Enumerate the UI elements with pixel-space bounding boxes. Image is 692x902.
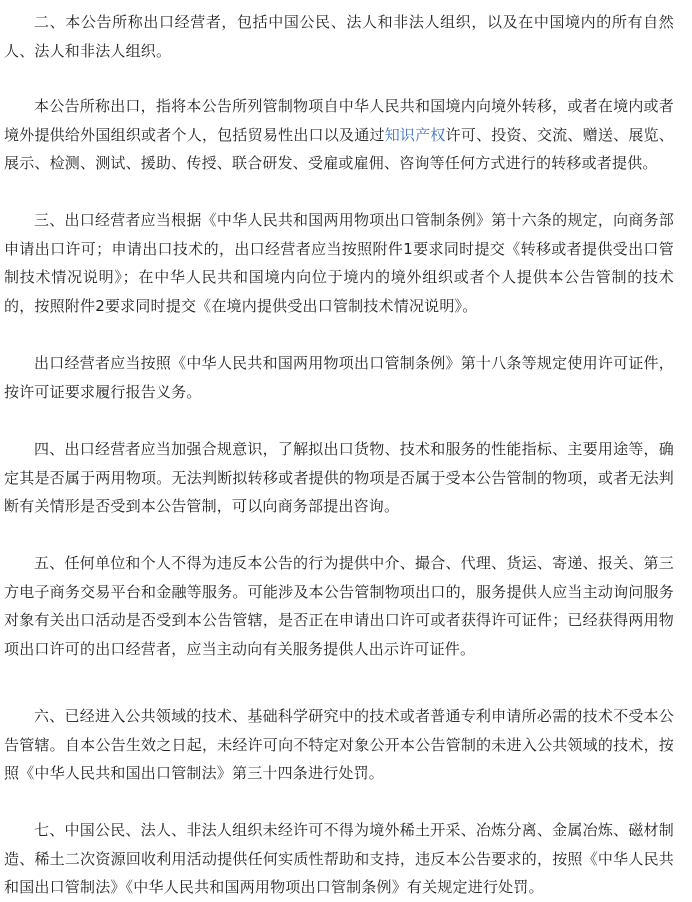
intellectual-property-link[interactable]: 知识产权 — [384, 125, 446, 144]
paragraph-5-service-providers: 五、任何单位和个人不得为违反本公告的行为提供中介、撮合、代理、货运、寄递、报关、第三方电子商务交易平台和金融等服务。可能涉及本公告管制物项出口的，服务提供人应当主动询问服务对象有关出口活动是否受到本公告管辖，是否正在申请出口许可或者获得许可证件；已经获得两用物项出口许可的出口经营者，应当主动向有关服务提供人出示许可证件。 — [4, 554, 674, 658]
paragraph-export-definition — [4, 92, 674, 178]
export-definition-text-after: 许可、投资、交流、赠送、展览、展示、检测、测试、援助、传授、联合研发、受雇或雇佣、咨询等任何方式进行的转移或者提供。 — [4, 125, 674, 172]
paragraph-4-compliance: 四、出口经营者应当加强合规意识，了解拟出口货物、技术和服务的性能指标、主要用途等，确定其是否属于两用物项。无法判断拟转移或者提供的物项是否属于受本公告管制的物项，或者无法判断有关情形是否受到本公告管制，可以向商务部提出咨询。 — [4, 440, 674, 515]
paragraph-3-license-application: 三、出口经营者应当根据《中华人民共和国两用物项出口管制条例》第十六条的规定，向商务部申请出口许可；申请出口技术的，出口经营者应当按照附件1要求同时提交《转移或者提供受出口管制技术情况说明》；在中华人民共和国境内向位于境内的境外组织或者个人提供本公告管制的技术的，按照附件2要求同时提交《在境内提供受出口管制技术情况说明》。 — [4, 211, 674, 315]
paragraph-6-public-domain: 六、已经进入公共领域的技术、基础科学研究中的技术或者普通专利申请所必需的技术不受本公告管辖。自本公告生效之日起，未经许可向不特定对象公开本公告管制的未进入公共领域的技术，按照《中华人民共和国出口管制法》第三十四条进行处罚。 — [4, 707, 674, 782]
paragraph-license-usage: 出口经营者应当按照《中华人民共和国两用物项出口管制条例》第十八条等规定使用许可证件，按许可证要求履行报告义务。 — [4, 354, 674, 401]
paragraph-2-exporter-definition: 二、本公告所称出口经营者，包括中国公民、法人和非法人组织，以及在中国境内的所有自然人、法人和非法人组织。 — [4, 13, 674, 60]
export-definition-text-before: 本公告所称出口，指将本公告所列管制物项自中华人民共和国境内向境外转移，或者在境内或者境外提供给外国组织或者个人，包括贸易性出口以及通过 — [4, 97, 674, 144]
paragraph-7-overseas-support: 七、中国公民、法人、非法人组织未经许可不得为境外稀土开采、冶炼分离、金属冶炼、磁材制造、稀土二次资源回收利用活动提供任何实质性帮助和支持，违反本公告要求的，按照《中华人民共和国出口管制法》《中华人民共和国两用物项出口管制条例》有关规定进行处罚。 — [4, 821, 674, 896]
